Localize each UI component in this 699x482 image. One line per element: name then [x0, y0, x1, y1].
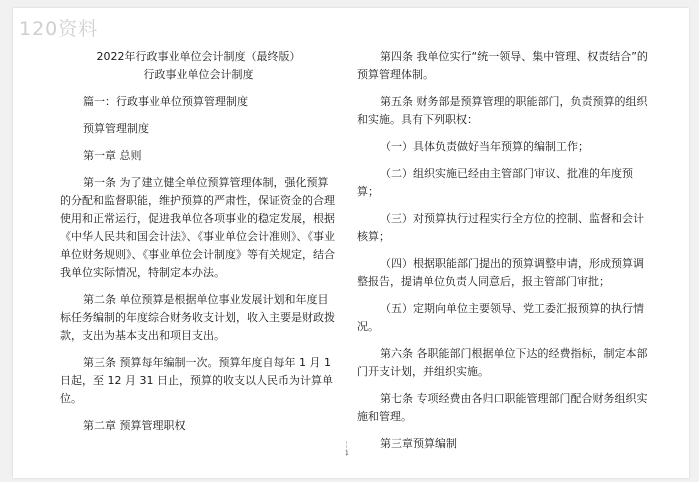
chapter-1-heading: 第一章 总则: [83, 149, 142, 162]
article-6: 第六条 各职能部门根据单位下达的经费指标，制定本部门开支计划，并组织实施。: [357, 347, 648, 378]
watermark: 120资料: [19, 18, 99, 40]
list-item: （二）组织实施已经由主管部门审议、批准的年度预算；: [357, 167, 633, 198]
doc-heading: 预算管理制度: [83, 122, 149, 135]
article-1: 第一条 为了建立健全单位预算管理体制，强化预算的分配和监督职能，维护预算的严肃性，保证资金的合理使用和正常运行，促进我单位各项事业的稳定发展，根据《中华人民共和国会计法》、《事业单位会计准则》、《事业单位财务规则》、《事业单位会计制度》等有关规定，结合我单位实际情况，特制定本办法。: [60, 176, 335, 279]
left-column: [60, 48, 337, 444]
list-item: （五）定期向单位主要领导、党工委汇报预算的执行情况。: [357, 302, 644, 333]
chapter-3-heading: 第三章预算编制: [380, 437, 457, 450]
page-number: 1: [345, 450, 349, 457]
section-heading: 篇一：行政事业单位预算管理制度: [83, 95, 248, 108]
right-column: [357, 48, 654, 453]
list-item: （三）对预算执行过程实行全方位的控制、监督和会计核算；: [357, 212, 644, 243]
document-subtitle: 行政事业单位会计制度: [143, 68, 254, 81]
article-7: 第七条 专项经费由各归口职能管理部门配合财务组织实施和管理。: [357, 392, 648, 423]
article-2: 第二条 单位预算是根据单位事业发展计划和年度目标任务编制的年度综合财务收支计划，收入主要是财政拨款，支出为基本支出和项目支出。: [60, 293, 335, 342]
list-item: （一）具体负责做好当年预算的编制工作；: [380, 140, 589, 153]
document-title: 2022年行政事业单位会计制度（最终版）: [96, 50, 301, 63]
chapter-2-heading: 第二章 预算管理职权: [83, 419, 186, 432]
article-4: 第四条 我单位实行“统一领导、集中管理、权责结合”的预算管理体制。: [357, 50, 648, 81]
article-3: 第三条 预算每年编制一次。预算年度自每年 1 月 1 日起，至 12 月 31 日止，预算的收支以人民币为计算单位。: [60, 356, 333, 405]
list-item: （四）根据职能部门提出的预算调整申请，形成预算调整报告，提请单位负责人同意后，报主管部门审批；: [357, 257, 644, 288]
article-5: 第五条 财务部是预算管理的职能部门，负责预算的组织和实施。具有下列职权：: [357, 95, 648, 126]
